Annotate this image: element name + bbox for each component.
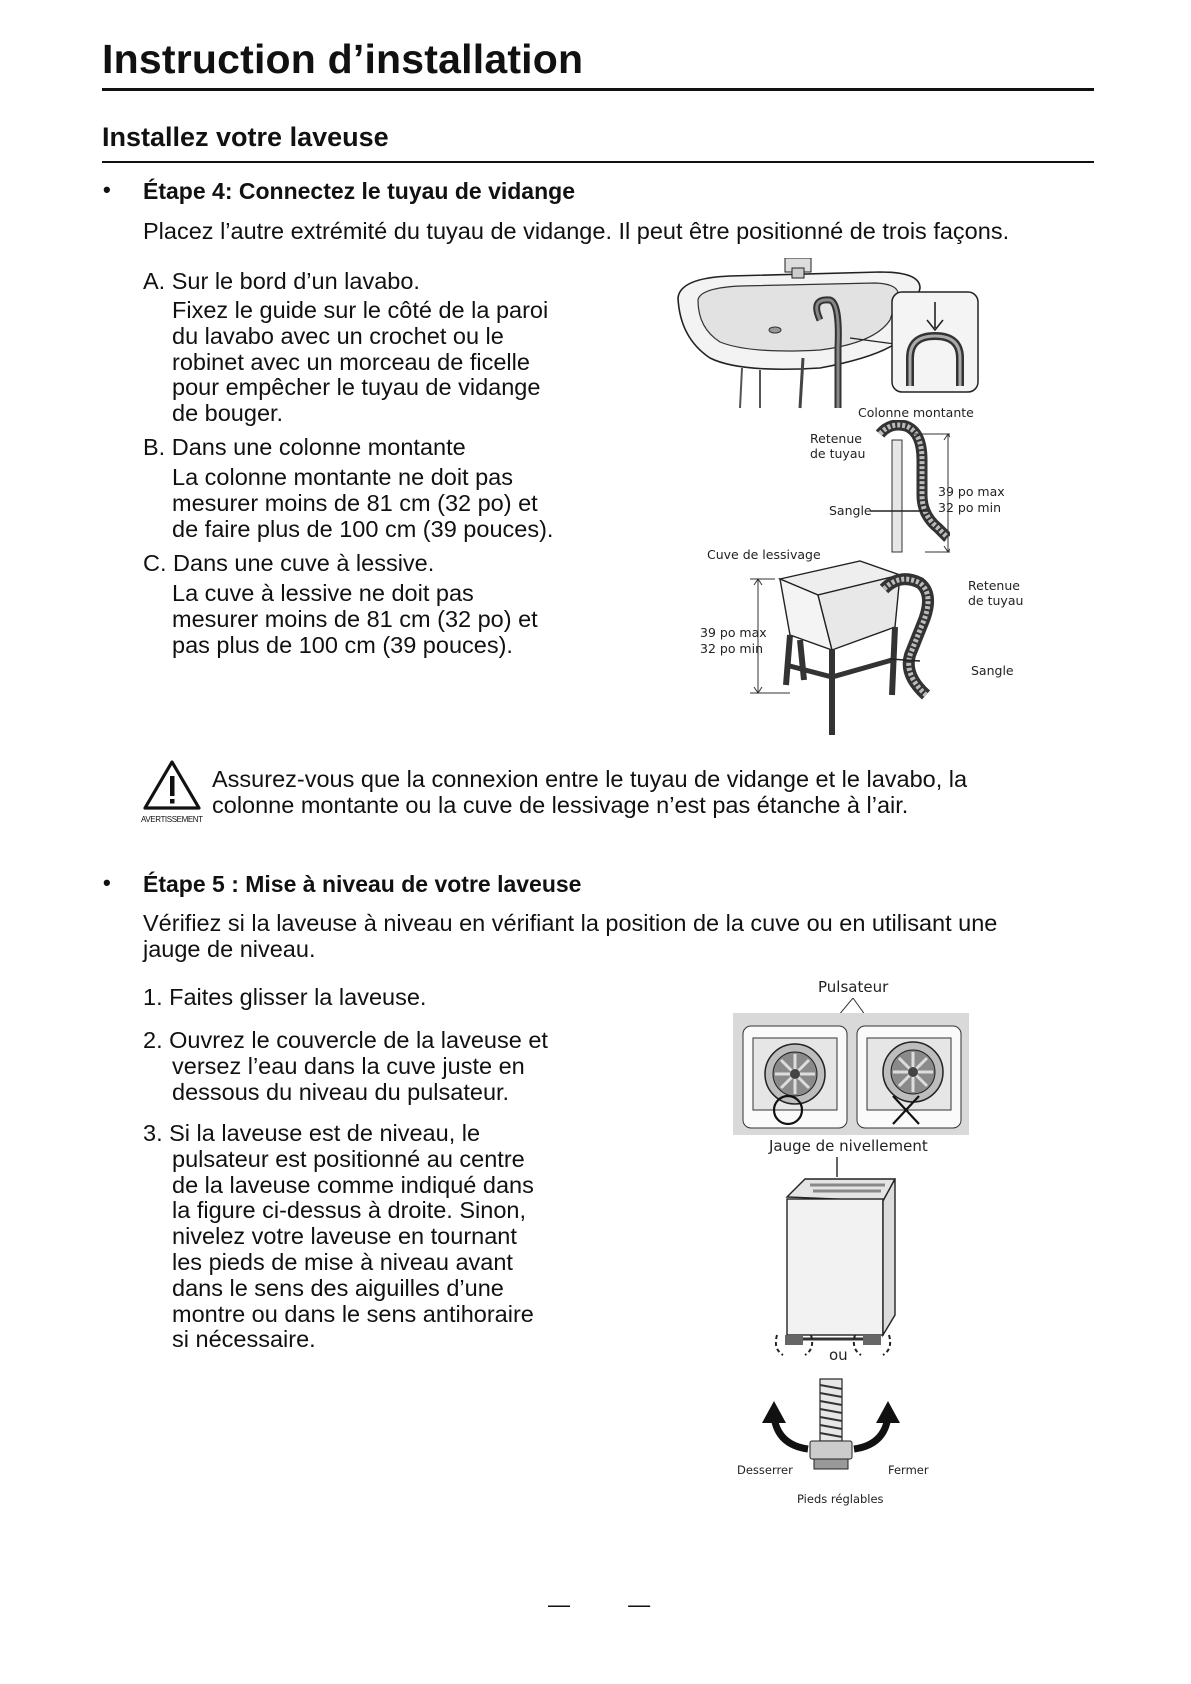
label-colonne-montante: Colonne montante: [858, 405, 974, 420]
label-sangle-b: Sangle: [829, 503, 872, 518]
level-bad-panel: [857, 1026, 961, 1128]
step4-item-c-label: C. Dans une cuve à lessive.: [143, 550, 435, 576]
label-min-b: 32 po min: [938, 500, 1002, 515]
step4-intro: Placez l’autre extrémité du tuyau de vidange. Il peut être positionné de trois façons.: [143, 218, 1010, 244]
step4-title: Étape 4: Connectez le tuyau de vidange: [143, 178, 575, 204]
bullet-step4: •: [103, 177, 111, 202]
label-pulsateur: Pulsateur: [818, 978, 889, 996]
warning-triangle-icon: [141, 758, 203, 818]
adjustable-foot-illustration: [758, 1375, 908, 1475]
label-max-c: 39 po max: [700, 625, 767, 640]
washer-illustration: [775, 1157, 905, 1357]
step4-item-b-label: B. Dans une colonne montante: [143, 434, 466, 460]
label-retenue-tuyau-c: Retenue de tuyau: [968, 578, 1024, 608]
step5-intro: Vérifiez si la laveuse à niveau en vérifiant la position de la cuve ou en utilisant une jauge de niveau.: [143, 910, 998, 962]
label-desserrer: Desserrer: [737, 1463, 793, 1477]
bullet-step5: •: [103, 870, 111, 895]
label-sangle-c: Sangle: [971, 663, 1014, 678]
warning-badge-label: AVERTISSEMENT: [141, 815, 203, 824]
step4-item-a-text: Fixez le guide sur le côté de la paroi du lavabo avec un crochet ou le robinet avec un morceau de ficelle pour empêcher le tuyau de vidange de bouger.: [172, 297, 549, 427]
label-cuve-lessivage: Cuve de lessivage: [707, 547, 821, 562]
page-title: Instruction d’installation: [102, 36, 584, 82]
step4-item-a-label: A. Sur le bord d’un lavabo.: [143, 268, 420, 294]
label-ou: ou: [829, 1346, 848, 1364]
warning-text: Assurez-vous que la connexion entre le tuyau de vidange et le lavabo, la colonne montante ou la cuve de lessivage n’est pas étanche à l’air.: [212, 766, 968, 818]
label-fermer: Fermer: [888, 1463, 929, 1477]
label-pieds-reglables: Pieds réglables: [797, 1492, 884, 1506]
label-retenue-tuyau-b: Retenue de tuyau: [810, 431, 866, 461]
step5-item-1: 1. Faites glisser la laveuse.: [143, 984, 427, 1010]
title-divider: [102, 88, 1094, 91]
section-divider: [102, 161, 1094, 163]
label-max-b: 39 po max: [938, 484, 1005, 499]
section-title: Installez votre laveuse: [102, 122, 389, 152]
step5-item-2: 2. Ouvrez le couvercle de la laveuse et versez l’eau dans la cuve juste en dessous du niveau du pulsateur.: [143, 1027, 548, 1105]
label-jauge-nivellement: Jauge de nivellement: [769, 1137, 928, 1155]
step5-title: Étape 5 : Mise à niveau de votre laveuse: [143, 871, 582, 897]
pulsator-level-illustration: [733, 998, 971, 1136]
page-number: — —: [548, 1592, 677, 1617]
standpipe-illustration: [870, 420, 950, 555]
step5-item-3: 3. Si la laveuse est de niveau, le pulsateur est positionné au centre de la laveuse comme indiqué dans la figure ci-dessus à droite. Sinon, nivelez votre laveuse en tournant les pieds de mise à niveau avant dans le sens des aiguilles d’une montre ou dans le sens antihoraire si nécessaire.: [143, 1120, 534, 1353]
laundry-tub-illustration: [750, 555, 960, 740]
label-min-c: 32 po min: [700, 641, 764, 656]
sink-illustration: [670, 258, 1000, 418]
step4-item-b-text: La colonne montante ne doit pas mesurer moins de 81 cm (32 po) et de faire plus de 100 cm (39 pouces).: [172, 464, 554, 542]
step4-item-c-text: La cuve à lessive ne doit pas mesurer moins de 81 cm (32 po) et pas plus de 100 cm (39 pouces).: [172, 580, 538, 658]
level-ok-panel: [743, 1026, 847, 1128]
